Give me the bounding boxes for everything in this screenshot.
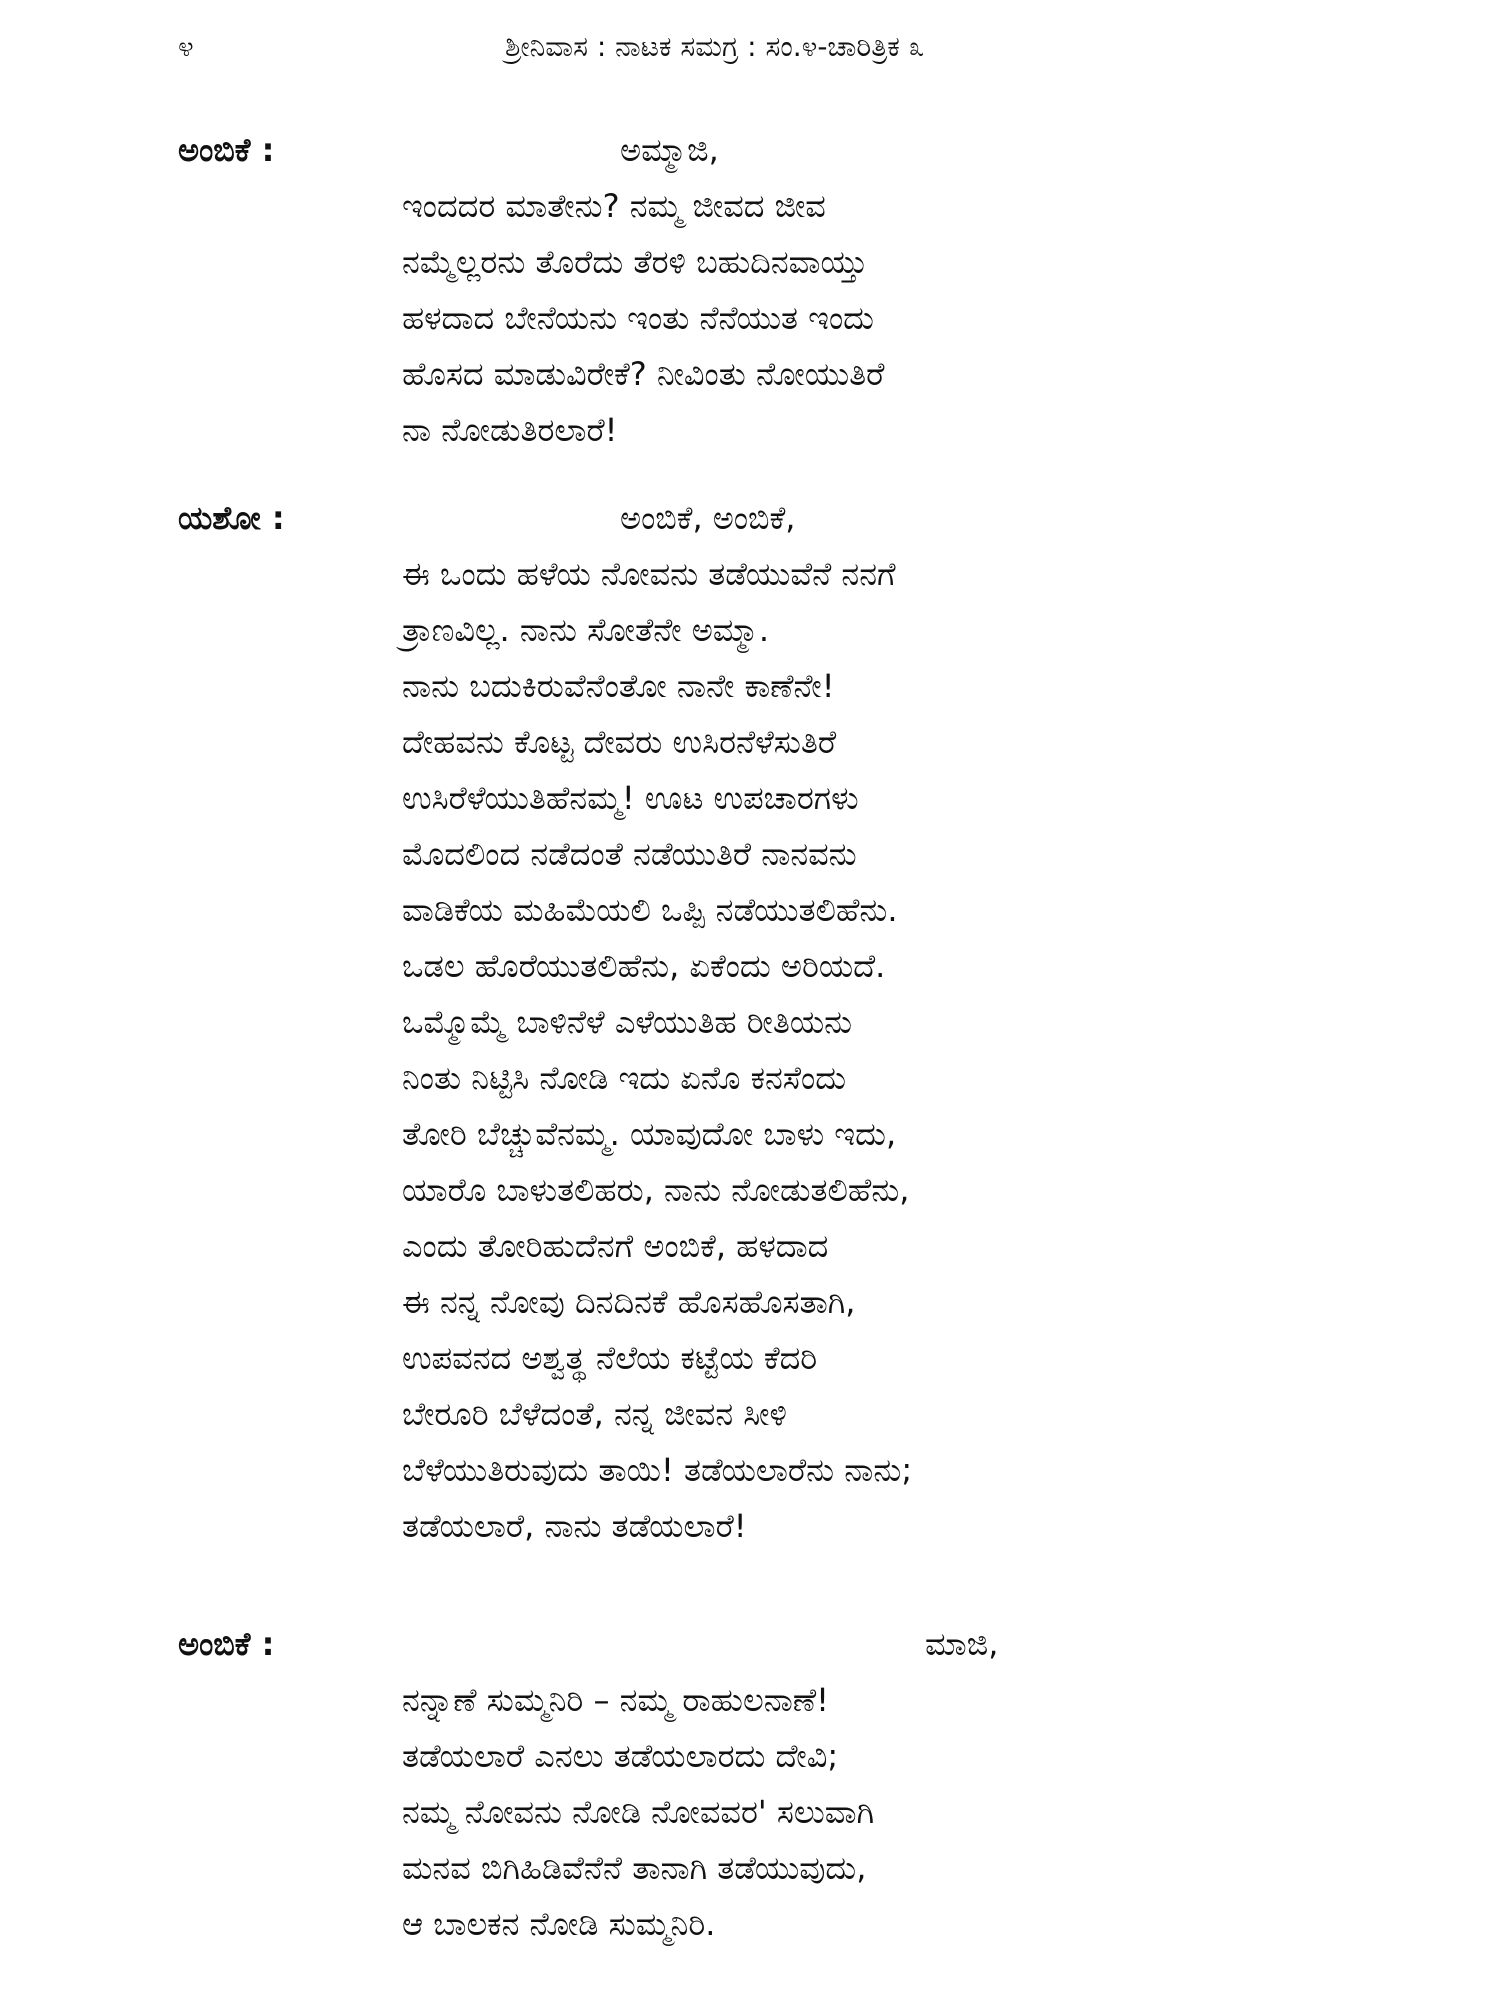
verse-line: ಆ ಬಾಲಕನ ನೋಡಿ ಸುಮ್ಮನಿರಿ. <box>402 1905 716 1943</box>
verse-line: ಬೇರೂರಿ ಬೆಳೆದಂತೆ, ನನ್ನ ಜೀವನ ಸೀಳಿ <box>402 1395 787 1433</box>
verse-line: ಉಪವನದ ಅಶ್ವತ್ಥ ನೆಲೆಯ ಕಟ್ಟೆಯ ಕೆದರಿ <box>402 1339 818 1377</box>
verse-line: ಹಳದಾದ ಬೇನೆಯನು ಇಂತು ನೆನೆಯುತ ಇಂದು <box>402 299 874 337</box>
verse-line: ತ್ರಾಣವಿಲ್ಲ. ನಾನು ಸೋತೆನೇ ಅಮ್ಮಾ. <box>402 611 770 649</box>
verse-line: ಎಂದು ತೋರಿಹುದೆನಗೆ ಅಂಬಿಕೆ, ಹಳದಾದ <box>402 1227 829 1265</box>
verse-line: ಯಾರೊ ಬಾಳುತಲಿಹರು, ನಾನು ನೋಡುತಲಿಹೆನು, <box>402 1171 910 1209</box>
speech-lines <box>402 546 912 1554</box>
speaker-label: ಯಶೋ : <box>178 499 285 537</box>
verse-line: ತಡೆಯಲಾರೆ, ನಾನು ತಡೆಯಲಾರೆ! <box>402 1507 747 1545</box>
speech-lead: ಅಮ್ಮಾಜಿ, <box>620 131 719 169</box>
verse-line: ಹೊಸದ ಮಾಡುವಿರೇಕೆ? ನೀವಿಂತು ನೋಯುತಿರೆ <box>402 355 885 393</box>
verse-line: ಈ ಒಂದು ಹಳೆಯ ನೋವನು ತಡೆಯುವೆನೆ ನನಗೆ <box>402 555 896 593</box>
verse-line: ನನ್ನಾಣೆ ಸುಮ್ಮನಿರಿ – ನಮ್ಮ ರಾಹುಲನಾಣೆ! <box>402 1681 829 1719</box>
verse-line: ಇಂದದರ ಮಾತೇನು? ನಮ್ಮ ಜೀವದ ಜೀವ <box>402 187 826 225</box>
verse-line: ವಾಡಿಕೆಯ ಮಹಿಮೆಯಲಿ ಒಪ್ಪಿ ನಡೆಯುತಲಿಹೆನು. <box>402 891 898 929</box>
verse-line: ಉಸಿರೆಳೆಯುತಿಹೆನಮ್ಮ! ಊಟ ಉಪಚಾರಗಳು <box>402 779 859 817</box>
speech-lead: ಅಂಬಿಕೆ, ಅಂಬಿಕೆ, <box>620 499 796 537</box>
page-header <box>0 22 1500 72</box>
speaker-label: ಅಂಬಿಕೆ : <box>178 131 275 169</box>
verse-line: ಒಮ್ಮೊಮ್ಮೆ ಬಾಳಿನೆಳೆ ಎಳೆಯುತಿಹ ರೀತಿಯನು <box>402 1003 853 1041</box>
verse-line: ನಮ್ಮೆಲ್ಲರನು ತೊರೆದು ತೆರಳಿ ಬಹುದಿನವಾಯ್ತು <box>402 243 868 281</box>
page-number: ೪ <box>178 30 194 63</box>
verse-line: ದೇಹವನು ಕೊಟ್ಟ ದೇವರು ಉಸಿರನೆಳೆಸುತಿರೆ <box>402 723 837 761</box>
verse-line: ನಿಂತು ನಿಟ್ಟಿಸಿ ನೋಡಿ ಇದು ಏನೊ ಕನಸೆಂದು <box>402 1059 847 1097</box>
verse-line: ಒಡಲ ಹೊರೆಯುತಲಿಹೆನು, ಏಕೆಂದು ಅರಿಯದೆ. <box>402 947 886 985</box>
speech-lead: ಮಾಜಿ, <box>925 1625 999 1663</box>
verse-line: ನಮ್ಮ ನೋವನು ನೋಡಿ ನೋವವರ' ಸಲುವಾಗಿ <box>402 1793 875 1831</box>
verse-line: ಮನವ ಬಿಗಿಹಿಡಿವೆನೆನೆ ತಾನಾಗಿ ತಡೆಯುವುದು, <box>402 1849 867 1887</box>
running-title: ಶ್ರೀನಿವಾಸ : ನಾಟಕ ಸಮಗ್ರ : ಸಂ.೪-ಚಾರಿತ್ರಿಕ ೩ <box>505 30 925 63</box>
verse-line: ಮೊದಲಿಂದ ನಡೆದಂತೆ ನಡೆಯುತಿರೆ ನಾನವನು <box>402 835 857 873</box>
verse-line: ಈ ನನ್ನ ನೋವು ದಿನದಿನಕೆ ಹೊಸಹೊಸತಾಗಿ, <box>402 1283 856 1321</box>
verse-line: ನಾ ನೋಡುತಿರಲಾರೆ! <box>402 411 618 449</box>
speaker-label: ಅಂಬಿಕೆ : <box>178 1625 275 1663</box>
speech-lines <box>402 1672 874 1952</box>
speech-lines <box>402 178 884 458</box>
verse-line: ನಾನು ಬದುಕಿರುವೆನೆಂತೋ ನಾನೇ ಕಾಣೆನೇ! <box>402 667 835 705</box>
verse-line: ಬೆಳೆಯುತಿರುವುದು ತಾಯಿ! ತಡೆಯಲಾರೆನು ನಾನು; <box>402 1451 913 1489</box>
verse-line: ತೋರಿ ಬೆಚ್ಚುವೆನಮ್ಮ. ಯಾವುದೋ ಬಾಳು ಇದು, <box>402 1115 897 1153</box>
verse-line: ತಡೆಯಲಾರೆ ಎನಲು ತಡೆಯಲಾರದು ದೇವಿ; <box>402 1737 839 1775</box>
